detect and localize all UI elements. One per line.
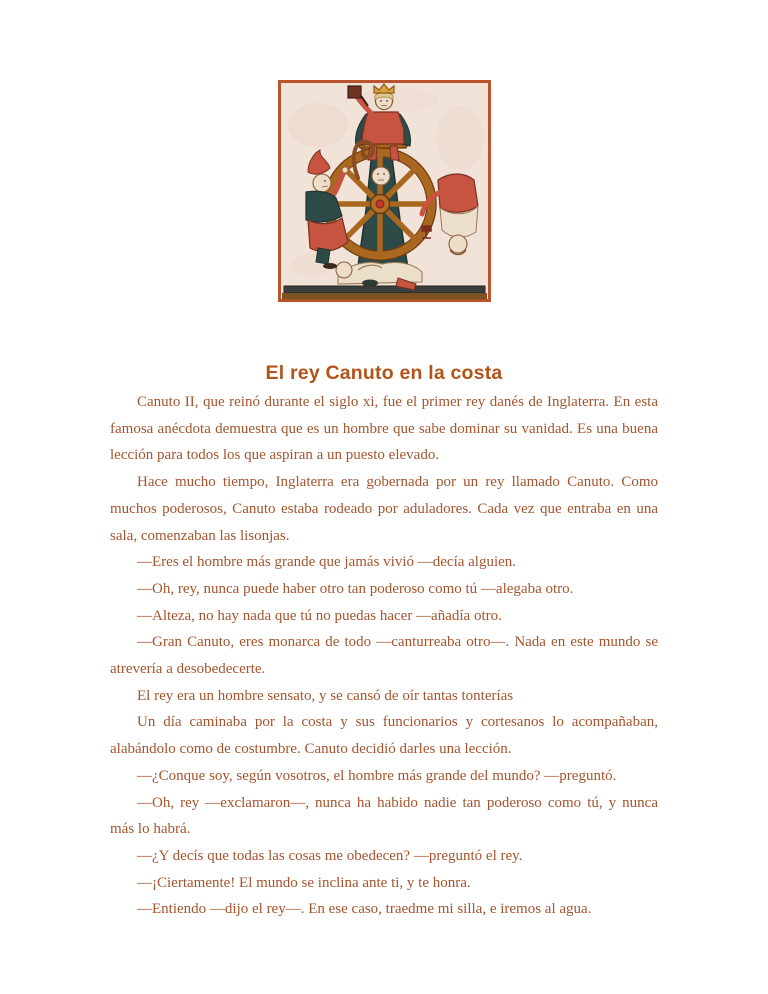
wheel-of-fortune-image — [278, 80, 491, 302]
paragraph: —¿Y decís que todas las cosas me obedecen? —preguntó el rey. — [137, 847, 523, 864]
paragraph: —Entiendo —dijo el rey—. En ese caso, traedme mi silla, e iremos al agua. — [137, 901, 592, 918]
paragraph: El rey era un hombre sensato, y se cansó de oír tantas tonterías — [137, 687, 514, 704]
page-title: El rey Canuto en la costa — [265, 362, 503, 385]
paragraph: —Eres el hombre más grande que jamás vivió —decía alguien. — [137, 554, 517, 571]
paragraph: Un día caminaba por la costa y sus funcionarios y cortesanos lo acompañaban, alabándolo como de costumbre. Canuto decidió darles una lección. — [110, 714, 658, 758]
crushed-figure — [336, 262, 422, 284]
paragraph: —¡Ciertamente! El mundo se inclina ante ti, y te honra. — [137, 874, 471, 891]
paragraph: Hace mucho tiempo, Inglaterra era gobernada por un rey llamado Canuto. Como muchos poderosos, Canuto estaba rodeado por aduladores. Cada vez que entraba en una sala, comenzaban las lisonjas. — [110, 474, 658, 544]
paragraph: —Oh, rey, nunca puede haber otro tan poderoso como tú —alegaba otro. — [137, 580, 574, 597]
paragraph: Canuto II, que reinó durante el siglo xi, fue el primer rey danés de Inglaterra. En esta famosa anécdota demuestra que es un hombre que sabe dominar su vanidad. Es una buena lección para todos los que aspiran a un puesto elevado. — [110, 394, 658, 464]
paragraph: —Oh, rey —exclamaron—, nunca ha habido nadie tan poderoso como tú, y nunca más lo habrá. — [110, 794, 658, 838]
paragraph: —Alteza, no hay nada que tú no puedas hacer —añadía otro. — [137, 607, 502, 624]
face-in-wheel — [372, 167, 390, 185]
paragraph: —¿Conque soy, según vosotros, el hombre más grande del mundo? —preguntó. — [137, 767, 617, 784]
body-paragraphs — [110, 389, 658, 923]
wheel-of-fortune-illustration — [278, 80, 491, 302]
ground-bar — [284, 286, 485, 293]
king-orb-object — [348, 86, 361, 98]
ground-band — [282, 293, 487, 300]
paragraph: —Gran Canuto, eres monarca de todo —canturreaba otro—. Nada en este mundo se atrevería a desobedecerte. — [110, 634, 658, 678]
